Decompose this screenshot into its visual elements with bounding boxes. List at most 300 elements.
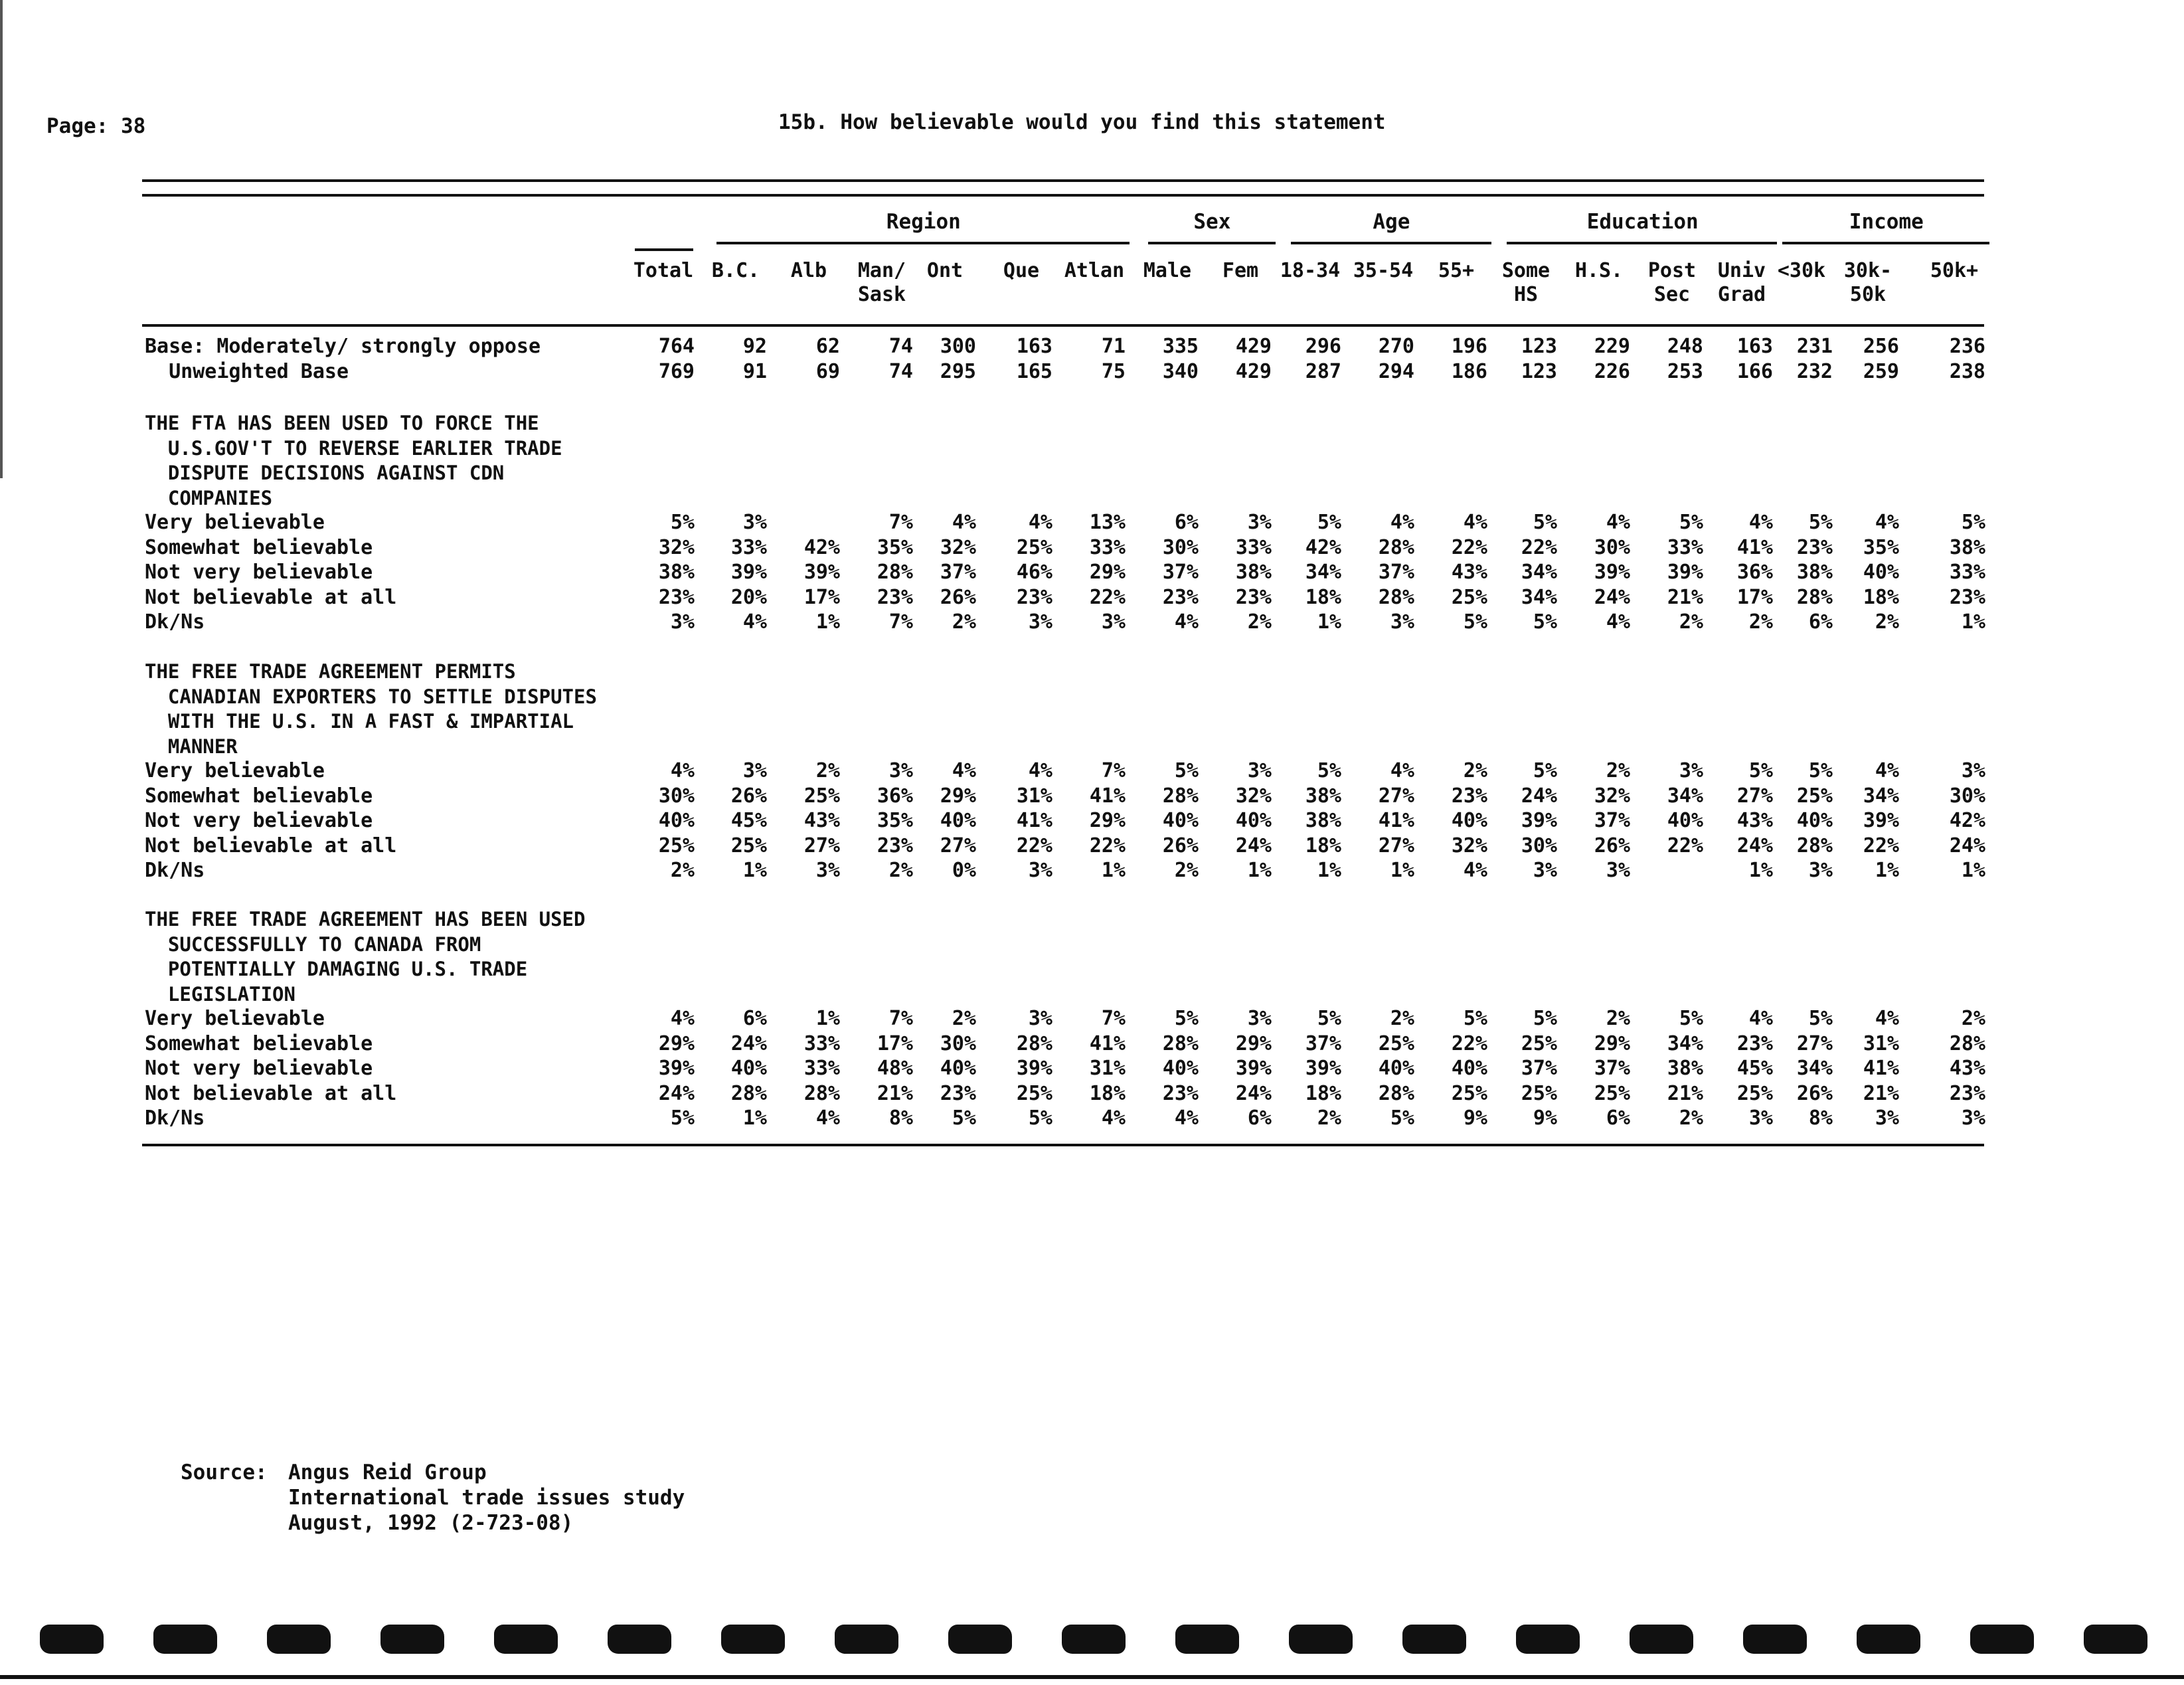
table-cell: 232 <box>1796 360 1833 383</box>
table-cell: 36% <box>877 784 913 808</box>
table-cell: 39% <box>1667 561 1703 584</box>
table-cell: 25% <box>803 784 840 808</box>
table-cell: 38% <box>1949 535 1985 559</box>
table-cell: 2% <box>952 610 976 634</box>
table-cell: 24% <box>1521 784 1557 808</box>
perforation-hole <box>1630 1625 1693 1654</box>
table-cell: 39% <box>1016 1057 1052 1080</box>
table-cell: 2% <box>1606 1007 1630 1030</box>
table-cell: 5% <box>1317 759 1341 782</box>
table-cell: 24% <box>1235 834 1272 857</box>
table-cell: 33% <box>803 1031 840 1055</box>
table-cell: 5% <box>670 1107 695 1130</box>
table-cell: 270 <box>1378 335 1414 358</box>
table-cell: 3% <box>1808 859 1833 882</box>
table-cell: 32% <box>1594 784 1630 808</box>
table-cell: 41% <box>1378 809 1414 832</box>
table-cell: 29% <box>1594 1031 1630 1055</box>
table-cell: 30% <box>658 784 695 808</box>
group-underline <box>1782 242 1989 244</box>
table-cell: 27% <box>1736 784 1773 808</box>
table-cell: 22% <box>1667 834 1703 857</box>
table-cell: 25% <box>730 834 767 857</box>
table-cell: 2% <box>1606 759 1630 782</box>
table-cell: 42% <box>1949 809 1985 832</box>
perforation-hole <box>380 1625 444 1654</box>
table-cell: 27% <box>1796 1031 1833 1055</box>
table-cell: 20% <box>730 585 767 609</box>
column-header: 35-54 <box>1353 259 1414 282</box>
table-cell: 23% <box>1451 784 1487 808</box>
table-cell: 6% <box>1606 1107 1630 1130</box>
table-cell: 23% <box>1162 585 1199 609</box>
table-cell: 36% <box>1736 561 1773 584</box>
table-cell: 23% <box>1736 1031 1773 1055</box>
row-label: Dk/Ns <box>145 1107 205 1130</box>
column-header: Post Sec <box>1647 259 1697 306</box>
column-header: Ont <box>926 259 964 282</box>
table-cell: 42% <box>803 535 840 559</box>
table-cell: 3% <box>1961 1107 1985 1130</box>
column-header: 50k+ <box>1930 259 1979 282</box>
table-cell: 5% <box>1533 610 1557 634</box>
table-cell: 28% <box>1162 784 1199 808</box>
column-header: <30k <box>1777 259 1826 282</box>
table-cell: 2% <box>1317 1107 1341 1130</box>
perforation-hole <box>948 1625 1012 1654</box>
table-cell: 3% <box>670 610 695 634</box>
column-header: H.S. <box>1574 259 1624 282</box>
table-cell: 30% <box>1949 784 1985 808</box>
table-cell: 2% <box>952 1007 976 1030</box>
table-cell: 48% <box>877 1057 913 1080</box>
table-cell: 37% <box>1594 1057 1630 1080</box>
table-cell: 21% <box>877 1081 913 1105</box>
table-cell: 6% <box>1174 511 1199 534</box>
table-cell: 9% <box>1463 1107 1487 1130</box>
table-cell: 34% <box>1863 784 1899 808</box>
row-label: Not very believable <box>145 1057 373 1080</box>
table-cell: 1% <box>1961 859 1985 882</box>
table-cell: 22% <box>1089 834 1126 857</box>
table-cell: 2% <box>1748 610 1773 634</box>
table-cell: 25% <box>1016 535 1052 559</box>
table-cell: 34% <box>1305 561 1341 584</box>
table-cell: 30% <box>940 1031 976 1055</box>
table-cell: 23% <box>1949 1081 1985 1105</box>
table-cell: 5% <box>1463 1007 1487 1030</box>
table-cell: 40% <box>940 1057 976 1080</box>
table-cell: 40% <box>658 809 695 832</box>
table-cell: 5% <box>670 511 695 534</box>
table-cell: 40% <box>940 809 976 832</box>
table-cell: 3% <box>1748 1107 1773 1130</box>
perforation-hole <box>40 1625 104 1654</box>
table-cell: 21% <box>1863 1081 1899 1105</box>
table-cell: 3% <box>1028 610 1052 634</box>
table-cell: 32% <box>658 535 695 559</box>
table-cell: 3% <box>1390 610 1414 634</box>
table-cell: 29% <box>658 1031 695 1055</box>
table-cell: 23% <box>1235 585 1272 609</box>
column-header: Alb <box>790 259 827 282</box>
table-cell: 39% <box>1521 809 1557 832</box>
table-cell: 5% <box>1748 759 1773 782</box>
perforation-hole <box>267 1625 331 1654</box>
table-cell: 38% <box>1305 784 1341 808</box>
table-cell: 4% <box>1875 511 1899 534</box>
table-cell: 1% <box>815 610 840 634</box>
table-cell: 25% <box>1796 784 1833 808</box>
table-cell: 231 <box>1796 335 1833 358</box>
row-label: Base: Moderately/ strongly oppose <box>145 335 541 358</box>
table-cell: 5% <box>1533 759 1557 782</box>
table-cell: 28% <box>877 561 913 584</box>
table-cell: 31% <box>1089 1057 1126 1080</box>
table-cell: 5% <box>1390 1107 1414 1130</box>
source-line: Angus Reid Group <box>288 1461 487 1484</box>
table-cell: 28% <box>1378 585 1414 609</box>
table-cell: 1% <box>815 1007 840 1030</box>
table-cell: 34% <box>1796 1057 1833 1080</box>
table-cell: 23% <box>1796 535 1833 559</box>
table-cell: 300 <box>940 335 976 358</box>
column-header: Que <box>1003 259 1040 282</box>
perforation-hole <box>1062 1625 1126 1654</box>
table-cell: 4% <box>1028 511 1052 534</box>
section-title <box>145 660 597 759</box>
row-label: Very believable <box>145 511 325 534</box>
perforation-hole <box>153 1625 217 1654</box>
section-title-line: LEGISLATION <box>145 982 295 1006</box>
table-cell: 75 <box>1101 360 1126 383</box>
table-cell: 764 <box>658 335 695 358</box>
column-header: Man/ Sask <box>857 259 906 306</box>
table-cell: 4% <box>1463 511 1487 534</box>
table-cell: 28% <box>730 1081 767 1105</box>
column-header: 55+ <box>1438 259 1475 282</box>
table-cell: 28% <box>1162 1031 1199 1055</box>
table-cell: 5% <box>1961 511 1985 534</box>
table-cell: 335 <box>1162 335 1199 358</box>
table-cell: 43% <box>1451 561 1487 584</box>
table-cell: 2% <box>1961 1007 1985 1030</box>
table-cell: 3% <box>742 511 767 534</box>
table-cell: 27% <box>1378 784 1414 808</box>
table-cell: 23% <box>1162 1081 1199 1105</box>
table-cell: 4% <box>952 759 976 782</box>
table-cell: 163 <box>1016 335 1052 358</box>
source-line: International trade issues study <box>288 1486 685 1510</box>
table-cell: 30% <box>1521 834 1557 857</box>
table-cell: 40% <box>730 1057 767 1080</box>
source-label: Source: <box>181 1461 268 1484</box>
table-cell: 3% <box>742 759 767 782</box>
table-cell: 3% <box>815 859 840 882</box>
table-cell: 45% <box>730 809 767 832</box>
table-cell: 3% <box>1875 1107 1899 1130</box>
table-cell: 34% <box>1667 784 1703 808</box>
table-cell: 4% <box>1606 511 1630 534</box>
row-label: Unweighted Base <box>145 360 349 383</box>
table-cell: 26% <box>1162 834 1199 857</box>
table-cell: 2% <box>670 859 695 882</box>
table-cell: 4% <box>1463 859 1487 882</box>
section-title-line: DISPUTE DECISIONS AGAINST CDN <box>145 462 505 484</box>
table-cell: 3% <box>1028 1007 1052 1030</box>
table-cell: 74 <box>888 335 913 358</box>
table-cell: 28% <box>803 1081 840 1105</box>
table-cell: 229 <box>1594 335 1630 358</box>
table-cell: 5% <box>1463 610 1487 634</box>
table-cell: 3% <box>1247 511 1272 534</box>
table-cell: 296 <box>1305 335 1341 358</box>
table-cell: 236 <box>1949 335 1985 358</box>
table-cell: 256 <box>1863 335 1899 358</box>
perforation-marks <box>40 1625 2151 1664</box>
table-cell: 23% <box>877 834 913 857</box>
table-cell: 40% <box>1162 1057 1199 1080</box>
table-cell: 186 <box>1451 360 1487 383</box>
table-cell: 6% <box>1808 610 1833 634</box>
perforation-hole <box>494 1625 558 1654</box>
table-cell: 3% <box>1247 1007 1272 1030</box>
column-header: B.C. <box>711 259 760 282</box>
table-cell: 23% <box>877 585 913 609</box>
table-cell: 3% <box>1679 759 1703 782</box>
table-cell: 25% <box>1594 1081 1630 1105</box>
table-cell: 28% <box>1796 834 1833 857</box>
table-cell: 37% <box>1521 1057 1557 1080</box>
row-label: Somewhat believable <box>145 784 373 808</box>
table-cell: 7% <box>888 610 913 634</box>
table-cell: 26% <box>1796 1081 1833 1105</box>
table-cell: 25% <box>1521 1031 1557 1055</box>
table-cell: 294 <box>1378 360 1414 383</box>
table-cell: 29% <box>1089 809 1126 832</box>
table-cell: 91 <box>742 360 767 383</box>
table-cell: 26% <box>940 585 976 609</box>
table-cell: 18% <box>1863 585 1899 609</box>
row-label: Not very believable <box>145 809 373 832</box>
table-cell: 4% <box>1101 1107 1126 1130</box>
table-cell: 32% <box>940 535 976 559</box>
header-rule <box>142 324 1984 327</box>
section-title-line: POTENTIALLY DAMAGING U.S. TRADE <box>145 958 528 980</box>
top-rule-2 <box>142 194 1984 197</box>
table-cell: 123 <box>1521 335 1557 358</box>
source-line: August, 1992 (2-723-08) <box>288 1511 574 1535</box>
table-cell: 43% <box>803 809 840 832</box>
table-cell: 6% <box>742 1007 767 1030</box>
table-cell: 4% <box>742 610 767 634</box>
table-cell: 22% <box>1521 535 1557 559</box>
table-cell: 259 <box>1863 360 1899 383</box>
table-cell: 74 <box>888 360 913 383</box>
table-cell: 7% <box>888 511 913 534</box>
table-cell: 2% <box>1174 859 1199 882</box>
table-cell: 4% <box>1174 610 1199 634</box>
table-cell: 40% <box>1863 561 1899 584</box>
page-title: 15b. How believable would you find this statement <box>778 110 1386 134</box>
table-cell: 2% <box>815 759 840 782</box>
page-number: Page: 38 <box>46 114 146 138</box>
table-cell: 429 <box>1235 360 1272 383</box>
table-cell: 25% <box>1521 1081 1557 1105</box>
table-cell: 5% <box>1533 511 1557 534</box>
table-cell: 1% <box>1317 610 1341 634</box>
row-label: Very believable <box>145 759 325 782</box>
table-cell: 2% <box>1679 1107 1703 1130</box>
table-cell: 23% <box>1949 585 1985 609</box>
table-cell: 32% <box>1451 834 1487 857</box>
table-cell: 62 <box>815 335 840 358</box>
table-cell: 8% <box>1808 1107 1833 1130</box>
table-cell: 17% <box>1736 585 1773 609</box>
table-cell: 3% <box>1247 759 1272 782</box>
table-cell: 5% <box>1808 511 1833 534</box>
table-cell: 3% <box>1533 859 1557 882</box>
row-label: Not believable at all <box>145 834 397 857</box>
group-header: Income <box>1849 210 1924 234</box>
table-cell: 38% <box>658 561 695 584</box>
table-cell: 41% <box>1089 784 1126 808</box>
table-cell: 34% <box>1521 585 1557 609</box>
row-label: Somewhat believable <box>145 535 373 559</box>
table-cell: 2% <box>1679 610 1703 634</box>
table-cell: 37% <box>1594 809 1630 832</box>
table-cell: 37% <box>1162 561 1199 584</box>
table-cell: 429 <box>1235 335 1272 358</box>
table-cell: 1% <box>1101 859 1126 882</box>
table-cell: 5% <box>1174 759 1199 782</box>
table-cell: 17% <box>803 585 840 609</box>
group-underline <box>635 248 693 251</box>
perforation-hole <box>1516 1625 1580 1654</box>
table-cell: 24% <box>1736 834 1773 857</box>
table-cell: 46% <box>1016 561 1052 584</box>
column-header: 30k- 50k <box>1843 259 1892 306</box>
top-rule-1 <box>142 179 1984 182</box>
table-cell: 33% <box>1667 535 1703 559</box>
table-cell: 31% <box>1863 1031 1899 1055</box>
table-cell: 41% <box>1736 535 1773 559</box>
table-cell: 2% <box>888 859 913 882</box>
column-header: Univ Grad <box>1717 259 1766 306</box>
table-cell: 43% <box>1736 809 1773 832</box>
group-underline <box>716 242 1130 244</box>
table-cell: 37% <box>940 561 976 584</box>
table-cell: 22% <box>1863 834 1899 857</box>
section-title-line: MANNER <box>145 735 238 758</box>
table-cell: 28% <box>1378 535 1414 559</box>
table-cell: 25% <box>1451 1081 1487 1105</box>
perforation-hole <box>1857 1625 1920 1654</box>
table-cell: 5% <box>952 1107 976 1130</box>
perforation-hole <box>1970 1625 2034 1654</box>
table-cell: 13% <box>1089 511 1126 534</box>
perforation-hole <box>835 1625 898 1654</box>
table-cell: 21% <box>1667 585 1703 609</box>
table-cell: 33% <box>1949 561 1985 584</box>
table-cell: 39% <box>1594 561 1630 584</box>
column-header: 18-34 <box>1280 259 1341 282</box>
table-cell: 92 <box>742 335 767 358</box>
table-cell: 5% <box>1317 1007 1341 1030</box>
table-cell: 196 <box>1451 335 1487 358</box>
section-title-line: SUCCESSFULLY TO CANADA FROM <box>145 932 481 956</box>
table-cell: 4% <box>1748 1007 1773 1030</box>
table-cell: 7% <box>888 1007 913 1030</box>
table-cell: 5% <box>1808 759 1833 782</box>
table-cell: 166 <box>1736 360 1773 383</box>
table-cell: 25% <box>1378 1031 1414 1055</box>
table-cell: 32% <box>1235 784 1272 808</box>
perforation-hole <box>1175 1625 1239 1654</box>
table-cell: 123 <box>1521 360 1557 383</box>
table-cell: 39% <box>1305 1057 1341 1080</box>
table-cell: 5% <box>1174 1007 1199 1030</box>
table-cell: 27% <box>1378 834 1414 857</box>
perforation-hole <box>2084 1625 2147 1654</box>
row-label: Dk/Ns <box>145 610 205 634</box>
table-cell: 33% <box>1089 535 1126 559</box>
table-cell: 24% <box>1594 585 1630 609</box>
column-header: Total <box>633 259 694 282</box>
table-cell: 2% <box>1390 1007 1414 1030</box>
table-cell: 7% <box>1101 759 1126 782</box>
table-cell: 1% <box>1390 859 1414 882</box>
table-cell: 27% <box>940 834 976 857</box>
table-cell: 5% <box>1533 1007 1557 1030</box>
table-cell: 37% <box>1305 1031 1341 1055</box>
table-cell: 17% <box>877 1031 913 1055</box>
table-cell: 1% <box>1247 859 1272 882</box>
page-edge <box>0 0 3 478</box>
section-title-line: WITH THE U.S. IN A FAST & IMPARTIAL <box>145 710 574 733</box>
table-cell: 40% <box>1667 809 1703 832</box>
table-cell: 18% <box>1305 585 1341 609</box>
table-cell: 4% <box>1748 511 1773 534</box>
section-title-line: CANADIAN EXPORTERS TO SETTLE DISPUTES <box>145 685 597 708</box>
table-cell: 3% <box>1028 859 1052 882</box>
table-cell: 4% <box>670 759 695 782</box>
row-label: Not very believable <box>145 561 373 584</box>
table-cell: 40% <box>1235 809 1272 832</box>
table-cell: 3% <box>1101 610 1126 634</box>
table-cell: 1% <box>1748 859 1773 882</box>
section-title-line: THE FREE TRADE AGREEMENT PERMITS <box>145 660 516 683</box>
table-cell: 23% <box>940 1081 976 1105</box>
column-header: Atlan <box>1064 259 1125 282</box>
table-cell: 4% <box>1390 759 1414 782</box>
table-cell: 29% <box>1235 1031 1272 1055</box>
section-title-line: COMPANIES <box>145 486 273 509</box>
table-cell: 287 <box>1305 360 1341 383</box>
table-cell: 0% <box>952 859 976 882</box>
group-header: Education <box>1586 210 1699 234</box>
table-cell: 30% <box>1594 535 1630 559</box>
table-cell: 38% <box>1667 1057 1703 1080</box>
table-cell: 40% <box>1796 809 1833 832</box>
section-title-line: THE FTA HAS BEEN USED TO FORCE THE <box>145 412 539 434</box>
table-cell: 7% <box>1101 1007 1126 1030</box>
table-cell: 23% <box>658 585 695 609</box>
table-cell: 1% <box>1961 610 1985 634</box>
table-cell: 40% <box>1378 1057 1414 1080</box>
table-cell: 2% <box>1247 610 1272 634</box>
table-cell: 1% <box>1875 859 1899 882</box>
